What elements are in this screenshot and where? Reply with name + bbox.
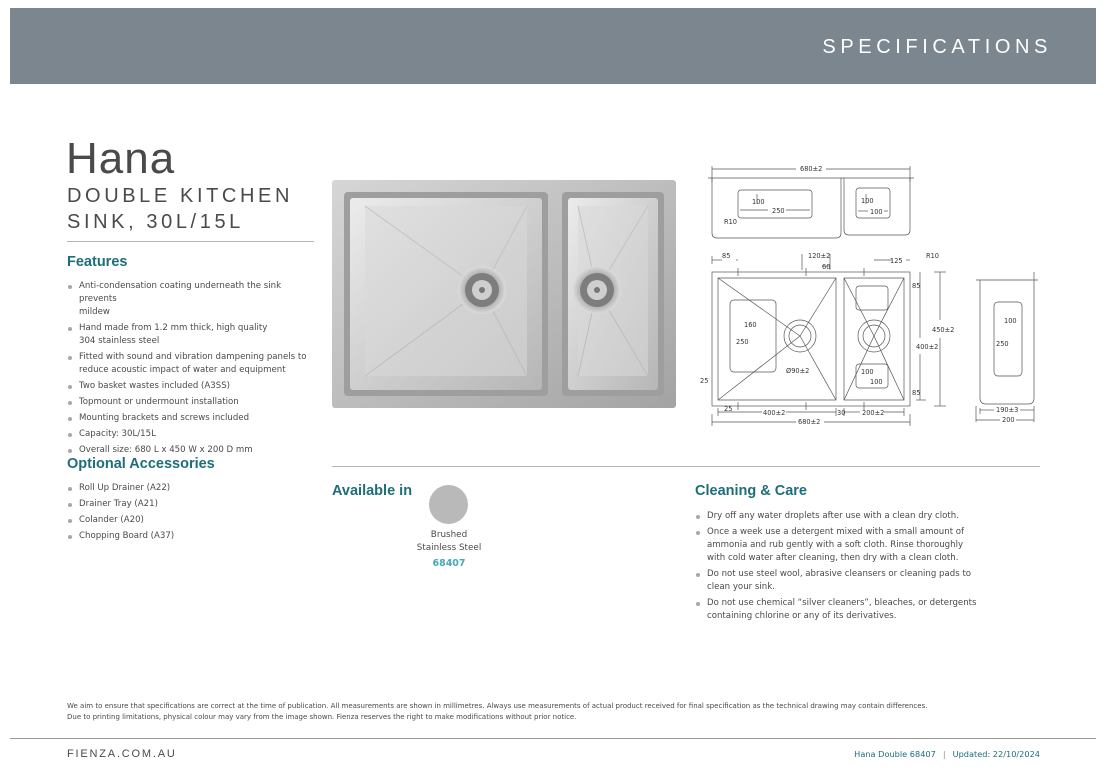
list-item [695,526,1015,565]
features-list [67,280,317,460]
list-item-line: with cold water after cleaning, then dry with a clean cloth. [707,553,959,563]
list-item-line: Once a week use a detergent mixed with a small amount of [707,527,965,537]
list-item-line: Do not use chemical “silver cleaners”, bleaches, or detergents [707,598,977,608]
dim-label: 100 [870,208,883,216]
list-item-line: Fitted with sound and vibration dampening panels to [79,352,307,362]
dim-label: 100 [870,378,883,386]
list-item [67,396,317,409]
features-heading: Features [67,254,128,270]
dim-label: 400±2 [916,343,939,351]
dim-label: 125 [890,257,903,265]
finish-name-line: Brushed [430,530,468,540]
list-item [67,280,317,319]
dim-label: 450±2 [932,326,955,334]
dim-label: 120±2 [808,252,831,260]
dim-label: 250 [996,340,1009,348]
dim-label: 100 [752,198,765,206]
list-item-line: Two basket wastes included (A3SS) [79,381,231,391]
list-item-line: Do not use steel wool, abrasive cleansers or cleaning pads to [707,569,972,579]
dim-label: 400±2 [763,409,786,417]
dim-label: 30 [837,409,846,417]
dim-label: 100 [861,197,874,205]
dim-label: 680±2 [800,165,823,173]
dim-label: 200±2 [862,409,885,417]
finish-swatch [429,485,468,524]
list-item-line: Overall size: 680 L x 450 W x 200 D mm [79,445,253,455]
page-title: SPECIFICATIONS [822,36,1052,58]
footer-separator: | [942,749,946,759]
dim-label: 250 [736,338,749,346]
list-item: Roll Up Drainer (A22) [67,482,317,495]
list-item: Drainer Tray (A21) [67,498,317,511]
product-ref: Hana Double 68407 [854,749,936,759]
list-item-line: reduce acoustic impact of water and equipment [79,365,286,375]
dim-label: 60 [822,263,831,271]
accessories-list [67,482,317,546]
product-subtitle-line: SINK, 30L/15L [67,211,244,233]
dim-label: 250 [772,207,785,215]
list-item-line: Hand made from 1.2 mm thick, high quality [79,323,268,333]
list-item [695,568,1015,594]
list-item [67,351,317,377]
updated-date: Updated: 22/10/2024 [952,749,1040,759]
disclaimer-line: Due to printing limitations, physical colour may vary from the image shown. Fienza reserves the right to make modifications without prior notice. [67,713,577,721]
list-item-line: clean your sink. [707,582,775,592]
list-item-line: containing chlorine or any of its derivatives. [707,611,897,621]
list-item-line: Anti-condensation coating underneath the sink prevents [79,281,282,304]
dim-label: 85 [912,282,921,290]
disclaimer [67,701,1027,723]
list-item [67,380,317,393]
list-item [67,412,317,425]
divider [332,466,1040,467]
finish-name [409,529,489,555]
accessories-heading: Optional Accessories [67,456,215,472]
dim-label: 85 [912,389,921,397]
list-item [67,322,317,348]
product-name: Hana [66,134,176,183]
list-item-line: Mounting brackets and screws included [79,413,250,423]
divider [67,241,314,242]
dim-label: 200 [1002,416,1015,424]
list-item-line: Capacity: 30L/15L [79,429,156,439]
list-item-line: mildew [79,307,110,317]
dim-label: R10 [926,252,939,260]
technical-drawing [698,158,1040,430]
list-item-line: Dry off any water droplets after use with a clean dry cloth. [707,511,959,521]
list-item: Colander (A20) [67,514,317,527]
footer-meta [854,749,1040,759]
dim-label: 25 [700,377,709,385]
product-subtitle-line: DOUBLE KITCHEN [67,185,293,207]
list-item-line: 304 stainless steel [79,336,160,346]
list-item [695,510,1015,523]
list-item [695,597,1015,623]
product-code: 68407 [432,558,466,569]
dim-label: 100 [861,368,874,376]
dim-label: 160 [744,321,757,329]
care-heading: Cleaning & Care [695,483,807,499]
available-heading: Available in [332,483,413,499]
dim-label: 100 [1004,317,1017,325]
finish-name-line: Stainless Steel [416,543,482,553]
disclaimer-line: We aim to ensure that specifications are correct at the time of publication. All measurements are shown in millimetres. Always use measurements of actual product received for final specification as the technical drawing may contain differences. [67,702,928,710]
list-item: Chopping Board (A37) [67,530,317,543]
care-list [695,510,1015,626]
sink-photo [332,180,676,408]
website-link[interactable]: FIENZA.COM.AU [67,748,177,760]
list-item [67,428,317,441]
product-subtitle [67,183,327,235]
dim-label: Ø90±2 [786,367,810,375]
dim-label: 25 [724,405,733,413]
dim-label: 190±3 [996,406,1019,414]
dim-label: 680±2 [798,418,821,426]
dim-label: R10 [724,218,737,226]
dim-label: 85 [722,252,731,260]
list-item-line: Topmount or undermount installation [79,397,239,407]
list-item-line: ammonia and rub gently with a soft cloth. Rinse thoroughly [707,540,964,550]
divider [10,738,1096,739]
